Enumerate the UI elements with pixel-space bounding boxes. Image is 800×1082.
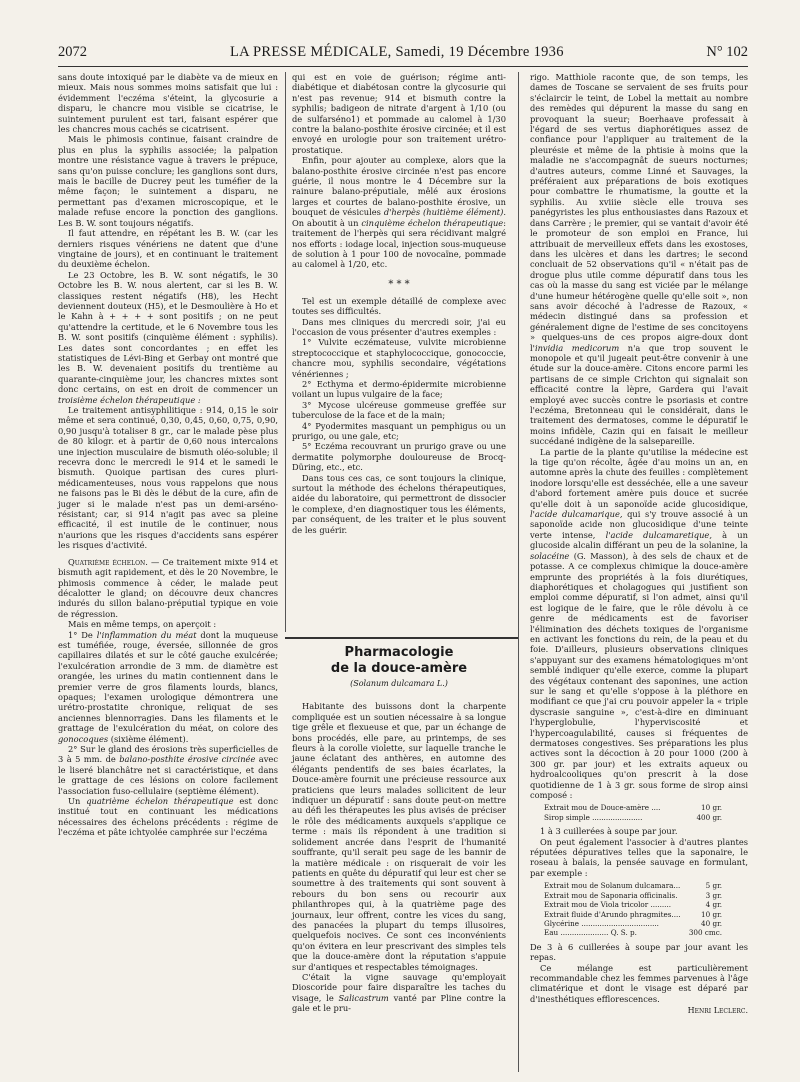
recipe-line: Extrait mou de Solanum dulcamara... 5 gr.: [544, 881, 722, 891]
paragraph: Dans tous ces cas, ce sont toujours la clinique, surtout la méthode des échelons thérapeutiques, aidée du laboratoire, qui permettront de dissocier le complexe, d'en diagnostiquer tous les éléments, par conséquent, de les traiter et le plus souvent de les guérir.: [292, 472, 506, 535]
paragraph: Mais le phimosis continue, faisant craindre de plus en plus la syphilis associée; la palpation montre une résistance vague à travers le prépuce, sans qu'on puisse conclure; les ganglions sont durs, mais le bacille de Ducrey peut les tuméfier de la même façon; le suintement a disparu, ne permettant pas d'examen microscopique, et le malade refuse encore la ponction des ganglions. Les B. W. sont toujours négatifs.: [58, 134, 278, 228]
recipe-line: Extrait fluide d'Arundo phragmites.... 10 gr.: [544, 909, 722, 919]
column-right: [530, 72, 748, 1017]
paragraph: Enfin, pour ajouter au complexe, alors que la balano-posthite érosive circinée n'est pas encore guérie, il nous montre le 4 Décembre sur la rainure balano-préputiale, mêlé aux érosions larges et courtes de balano-posthite érosive, un bouquet de vésicules d'herpès (huitième élément). On aboutit à un cinquième échelon thérapeutique: traitement de l'herpès qui sera récidivant malgré nos efforts : iodage local, injection sous-muqueuse de solution à 1 pour 100 de novocaïne, pommade au calomel à 1/20, etc.: [292, 155, 507, 270]
journal-title: LA PRESSE MÉDICALE, Samedi, 19 Décembre 1936: [230, 44, 564, 60]
article-title: Pharmacologie de la douce-amère: [330, 645, 468, 676]
article-subtitle: (Solanum dulcamara L.): [350, 679, 448, 688]
paragraph: Habitante des buissons dont la charpente compliquée est un soutien nécessaire à sa longue tige grêle et flexueuse et que, par un échange de bons procédés, elle pare, au printemps, de ses fleurs à la corolle violette, sur laquelle tranche le jaune éclatant des anthères, en automne des élégants pendentifs de ses baies écarlates, la Douce-amère fournit une précieuse ressource aux praticiens que leurs malades sollicitent de leur indiquer un dépuratif : sans doute peut-on mettre au défi les thérapeutes les plus avisés de préciser le rôle des médicaments auxquels s'applique ce terme : mais ils répondent à une tradition si solidement ancrée dans l'esprit de l'humanité souffrante, qu'il serait peu sage de les bannir de la matière médicale : on risquerait de voir les patients en quête du dépuratif qui leur est cher se soumettre à des traitements qui sont souvent à rebours du bon sens ou recourir aux philanthropes qui, à la quatrième page des journaux, leur offrent, contre les vices du sang, des panacées la plupart du temps illusoires, quelquefois nocives. Ce sont ces inconvénients qu'on évitera en leur prescrivant des simples tels que la douce-amère dont la réputation s'appuie sur d'antiques et respectables témoignages.: [292, 701, 506, 972]
recipe-line: Eau ..................... Q. S. p. 300 cmc.: [544, 928, 722, 938]
list-item: 3° Mycose ulcéreuse gommeuse greffée sur tuberculose de la face et de la main;: [292, 399, 506, 421]
paragraph: De 3 à 6 cuillerées à soupe par jour avant les repas.: [530, 941, 748, 963]
author-signature: Henri Leclerc.: [687, 1006, 748, 1016]
paragraph: C'était la vigne sauvage qu'employait Dioscoride pour faire disparaître les taches du visage, le Salicastrum vanté par Pline contre la gale et le pru-: [292, 971, 507, 1014]
paragraph: Un quatrième échelon thérapeutique est donc institué tout en continuant les médications nécessaires des échelons précédents : régime de l'eczéma et pâte ichtyolée camphrée sur l'eczéma: [58, 796, 279, 838]
page-header: [58, 44, 748, 64]
paragraph: qui est en voie de guérison; régime anti-diabétique et diabétosan contre la glycosurie qui n'est pas revenue; 914 et bismuth contre la syphilis; badigeon de nitrate d'argent à 1/10 (ou de sulfarséno1) et pommade au calomel à 1/30 contre la balano-posthite érosive circinée; et il est envoyé en urologie pour son traitement urétro-prostatique.: [292, 72, 506, 155]
list-item: 1° Vulvite eczémateuse, vulvite microbienne streptococcique et staphylococcique, gonococcie, chancre mou, syphilis secondaire, végétations vénériennes ;: [292, 337, 506, 379]
paragraph: Ce mélange est particulièrement recommandable chez les femmes parvenues à l'âge climatérique et dont le visage est déparé par d'inesthétiques efflorescences.: [530, 962, 748, 1004]
recipe-line: Sirop simple ...................... 400 gr.: [544, 812, 722, 822]
paragraph: rigo. Matthiole raconte que, de son temps, les dames de Toscane se servaient de ses fruits pour s'éclaircir le teint, de Lobel la mettait au nombre des remèdes qui dépurent la masse du sang en provoquant la sueur; Boerhaave professait à l'égard de ses vertus diaphorétiques assez de confiance pour l'appliquer au traitement de la pleurésie et même de la phtisie à moins que la maladie ne s'accompagnât de sueurs nocturnes; d'autres auteurs, comme Linné et Sauvages, la préféraient aux préparations de bois exotiques pour combattre le rhumatisme, la goutte et la syphilis. Au xviiie siècle elle trouva ses panégyristes les plus enthousiastes dans Razoux et dans Carrère ; le premier, qui se vantait d'avoir été le promoteur de son emploi en France, lui attribuait de merveilleux effets dans les exostoses, dans les ulcères et dans les dartres; le second concluait de 52 observations qu'il « n'était pas de drogue plus utile comme dépuratif dans tous les cas où la masse du sang est viciée par le mélange d'une humeur hétérogène quelle qu'elle soit », non sans avoir décoché à l'adresse de Razoux, « médecin distingué dans sa profession et généralement digne de l'estime de ses concitoyens » quelques-uns de ces propos aigre-doux dont l'invidia medicorum n'a que trop souvent le monopole et qu'il jugeait peut-être convenir à une étude sur la douce-amère. Citons encore parmi les partisans de ce simple Crichton qui signalait son efficacité contre la lèpre, Gardera qui l'avait employé avec succès contre le psoriasis et contre l'eczéma, Bretonneau qui le considérait, dans le traitement des dermatoses, comme le dépuratif le moins infidèle, Cazin qui en faisait le meilleur succédané indigène de la salsepareille.: [530, 72, 748, 447]
column-middle: [292, 72, 506, 535]
recipe-line: Extrait mou de Douce-amère .... 10 gr.: [544, 803, 722, 813]
paragraph: On peut également l'associer à d'autres plantes réputées dépuratives telles que la saponaire, le roseau à balais, la pensée sauvage en formulant, par exemple :: [530, 836, 748, 878]
paragraph: Il faut attendre, en répétant les B. W. (car les derniers risques vénériens ne datent que d'une vingtaine de jours), et en continuant le traitement du deuxième échelon.: [58, 228, 278, 270]
page-number: 2072: [58, 44, 87, 60]
issue-number: N° 102: [706, 44, 748, 60]
column-divider: [518, 72, 519, 1072]
paragraph: 1 à 3 cuillerées à soupe par jour.: [540, 826, 678, 837]
list-item: 4° Pyodermites masquant un pemphigus ou un prurigo, ou une gale, etc;: [292, 420, 506, 441]
paragraph: Tel est un exemple détaillé de complexe avec toutes ses difficultés.: [292, 295, 506, 317]
recipe-line: Extrait mou de Viola tricolor ......... 4 gr.: [544, 900, 722, 910]
recipe-line: Extrait mou de Saponaria officinalis. 3 gr.: [544, 890, 722, 900]
article-pharmacologie: [292, 645, 506, 1014]
list-item: 2° Ecthyma et dermo-épidermite microbienne voilant un lupus vulgaire de la face;: [292, 378, 506, 400]
paragraph: Le 23 Octobre, les B. W. sont négatifs, le 30 Octobre les B. W. nous alertent, car si les B. W. classiques restent négatifs (H8), les Hecht deviennent douteux (H5), et le Desmoulière à Ho et le Kahn à + + + + sont positifs ; on ne peut qu'attendre la certitude, et le 6 Novembre tous les B. W. sont positifs (cinquième élément : syphilis). Les dates sont concordantes ; en effet les statistiques de Lévi-Bing et Gerbay ont montré que les B. W. devenaient positifs du trentième au quarante-cinquième jour, les chancres mixtes sont donc certains, on est en droit de commencer un troisième échelon thérapeutique :: [58, 269, 278, 405]
article-box-rule: [285, 637, 518, 639]
column-left: [58, 72, 278, 838]
recipe-line: Glycérine .................................. 40 gr.: [544, 918, 722, 928]
recipe-sirop: [544, 803, 748, 822]
paragraph: 2° Sur le gland des érosions très superficielles de 3 à 5 mm. de balano-posthite érosive circinée avec le liseré blanchâtre net si caractéristique, et dans le grattage de ces lésions on colore facilement l'association fuso-cellulaire (septième élément).: [58, 744, 278, 796]
paragraph: Quatrième échelon. — Ce traitement mixte 914 et bismuth agit rapidement, et dès le 20 Novembre, le phimosis commence à céder, le malade peut décalotter le gland; on découvre deux chancres indurés du sillon balano-préputial typique en voie de régression.: [58, 556, 279, 619]
paragraph: 1° De l'inflammation du méat dont la muqueuse est tuméfiée, rouge, éversée, sillonnée de gros capillaires dilatés et sur le côté gauche exulcérée; l'exulcération arrondie de 3 mm. de diamètre est orangée, les urines du matin contiennent dans le premier verre de gros filaments lourds, blancs, opaques; l'examen urologique démontrera une urétro-prostatite chronique, reliquat de ses anciennes blennorragies. Dans les filaments et le grattage de l'exulcération du méat, on colore des gonocoques (sixième élément).: [58, 629, 278, 744]
paragraph: sans doute intoxiqué par le diabète va de mieux en mieux. Mais nous sommes moins satisfait que lui : évidemment l'eczéma s'éteint, la glycosurie a disparu, le chancre mou visible se cicatrise, le suintement purulent est tari, faisant espérer que les chancres mous cachés se cicatrisent.: [58, 72, 278, 135]
paragraph: Le traitement antisyphilitique : 914, 0,15 le soir même et sera continué, 0,30, 0,45, 0,60, 0,75, 0,90, 0,90 jusqu'à totaliser 8 gr., car le malade pèse plus de 80 kilogr. et à partir de 0,60 nous intercalons une injection musculaire de bismuth oléo-soluble; il recevra donc le mercredi le 914 et le samedi le bismuth. Quoique partisan des cures pluri-médicamenteuses, nous vous rappelons que nous ne faisons pas le Bi dès le début de la cure, afin de juger si le malade n'est pas un demi-arséno-résistant; car, si 914 n'agit pas avec sa pleine efficacité, il est inutile de le continuer, nous n'aurions que les risques d'accidents sans espérer les risques d'activité.: [58, 405, 278, 551]
list-item: 5° Eczéma recouvrant un prurigo grave ou une dermatite polymorphe douloureuse de Brocq-Düring, etc., etc.: [292, 441, 506, 473]
recipe-melange: [544, 881, 748, 937]
paragraph: Dans mes cliniques du mercredi soir, j'ai eu l'occasion de vous présenter d'autres exemples :: [292, 316, 506, 337]
header-rule: [58, 66, 748, 67]
section-separator-stars: * * *: [388, 278, 410, 290]
paragraph: Mais en même temps, on aperçoit :: [68, 619, 217, 630]
column-divider: [285, 72, 286, 632]
paragraph: La partie de la plante qu'utilise la médecine est la tige qu'on récolte, âgée d'au moins un an, en automne après la chute des feuilles : complètement inodore lorsqu'elle est desséchée, elle a une saveur d'abord fortement amère puis douce et sucrée qu'elle doit à un saponoïde acide glucosidique, l'acide dulcamarique, qui s'y trouve associé à un saponoïde acide non glucosidique d'une teinte verte intense, l'acide dulcamaretique, à un glucoside alcalin différant un peu de la solanine, la solacéine (G. Masson), à des sels de chaux et de potasse. A ce complexus chimique la douce-amère emprunte des propriétés à la fois diurétiques, diaphorétiques et cholagogues qui justifient son emploi comme dépuratif, si l'on admet, ainsi qu'il est logique de le faire, que le rôle dévolu à ce genre de médicaments est de favoriser l'élimination des déchets toxiques de l'organisme en activant les fonctions du rein, de la peau et du foie. D'ailleurs, plusieurs observations cliniques s'appuyant sur des examens hématologiques m'ont semblé indiquer qu'elle exerce, comme la plupart des végétaux contenant des saponines, une action sur le sang et qu'elle s'oppose à la pléthore en modifiant ce que j'ai cru pouvoir appeler la « triple dyscrasie sanguine », c'est-à-dire en diminuant l'hyperglobulie, l'hyperviscosité et l'hypercoagulabilité, causes si fréquentes de dermatoses congestives. Ses préparations les plus actives sont la décoction à 20 pour 1000 (200 à 300 gr. par jour) et les extraits aqueux ou hydroalcooliques qu'on prescrit à la dose quotidienne de 1 à 3 gr. sous forme de sirop ainsi composé :: [530, 446, 749, 801]
